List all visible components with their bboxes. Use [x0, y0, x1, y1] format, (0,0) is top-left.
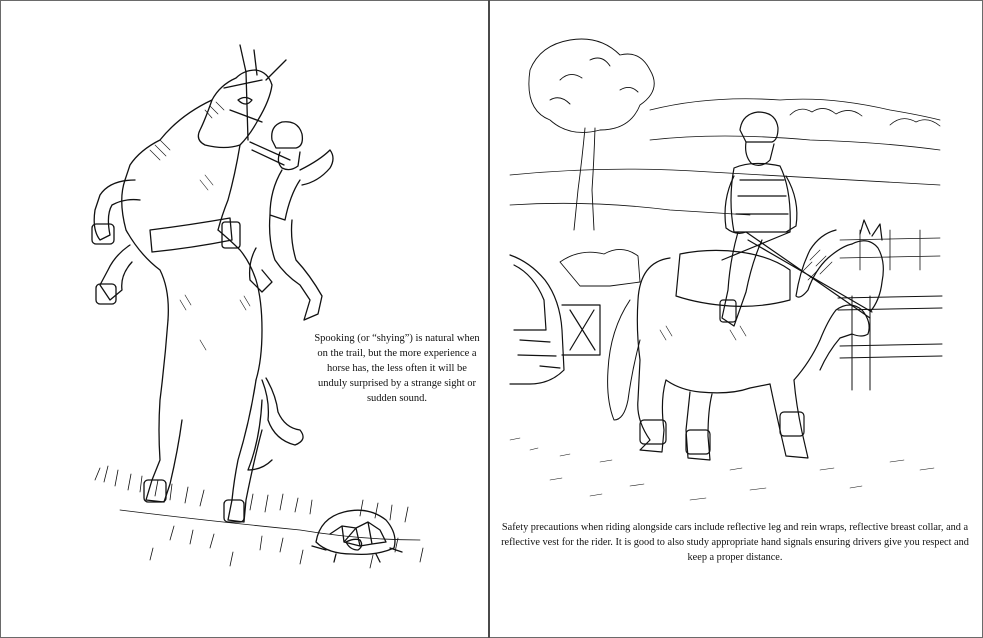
- car: [510, 255, 600, 384]
- ground: [510, 438, 934, 500]
- tree: [529, 39, 654, 230]
- right-page: [490, 0, 983, 638]
- horse: [608, 220, 884, 460]
- sheep: [560, 249, 640, 286]
- left-page-caption: Spooking (or “shying”) is natural when on the trail, but the more experience a horse has, the less often it will be unduly surprised by a strange sight or sudden sound.: [314, 333, 480, 404]
- fence: [838, 296, 942, 390]
- left-page: [0, 0, 488, 638]
- grass-ground: [95, 466, 423, 568]
- right-page-caption: Safety precautions when riding alongside cars include reflective leg and rein wraps, reflective breast collar, and a reflective vest for the rider. It is good to also study appropriate hand signals ensuring drivers give you respect and keep a proper distance.: [501, 522, 969, 563]
- rearing-horse-illustration: [0, 0, 488, 638]
- landscape: [510, 99, 940, 270]
- rider: [250, 122, 333, 320]
- tortoise-illustration: [312, 510, 402, 562]
